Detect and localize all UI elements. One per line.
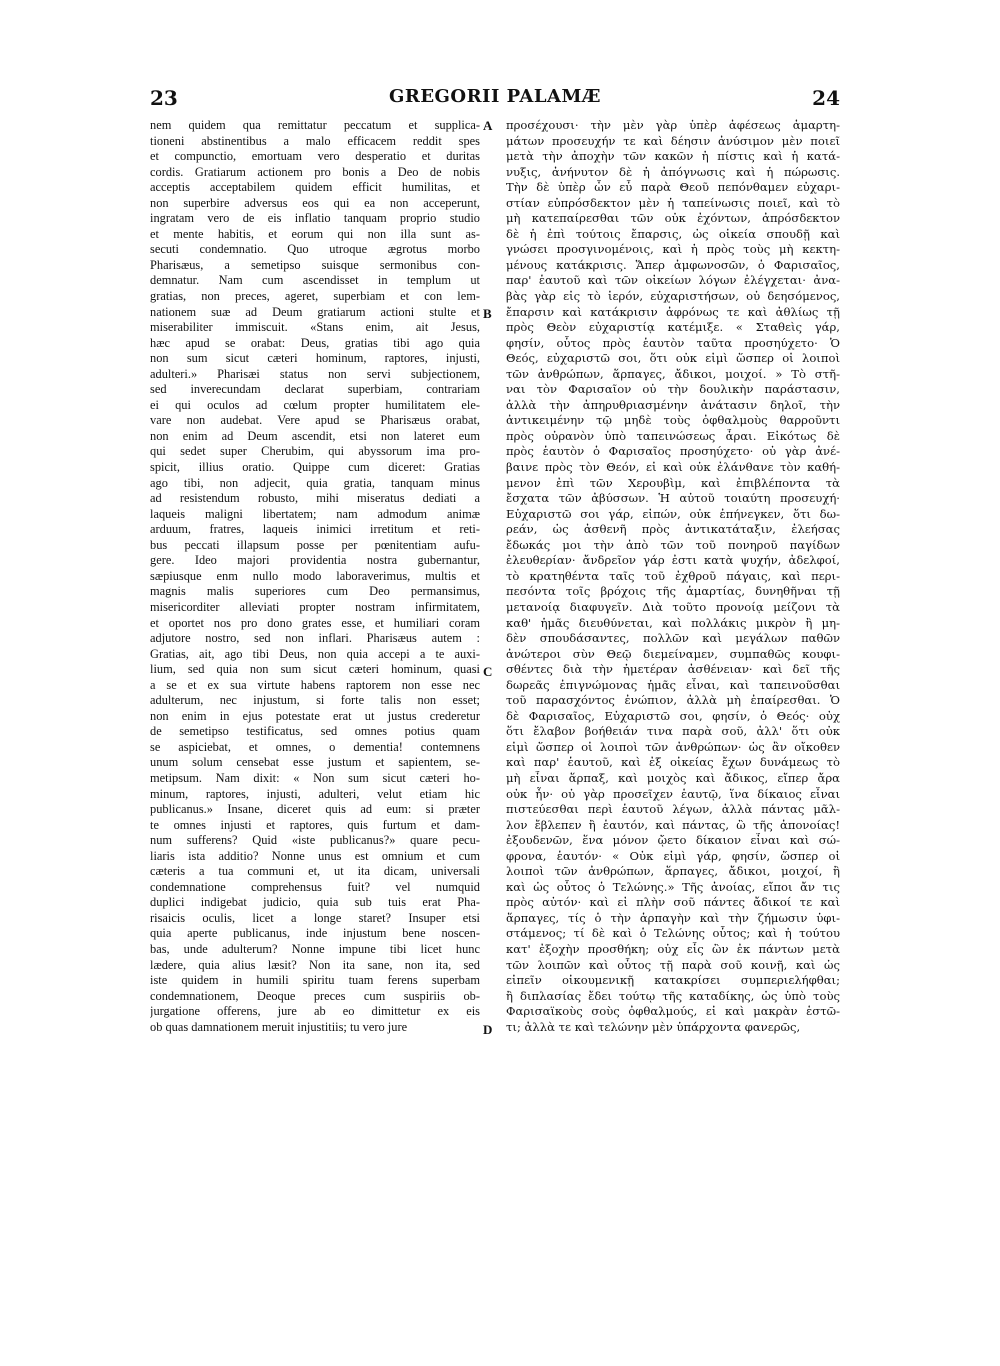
greek-text-line: ἢ διπλασίας ἔδει τούτῳ τῆς καταδίκης, ὡς ὑπὸ τοὺς — [506, 988, 840, 1003]
latin-text-line: nationem suæ ad Deum gratiarum actioni stulte et — [150, 304, 480, 319]
latin-text-line: miserabiliter immiscuit. «Stans enim, ait Jesus, — [150, 320, 480, 335]
latin-text-column — [150, 118, 480, 1035]
greek-text-line: γνώσει προσγινομένοις, καὶ ἡ πρὸς τοὺς μὴ κεκτη- — [506, 242, 840, 257]
latin-text-line: secuti condemnatio. Quo utroque ægrotus morbo — [150, 242, 480, 257]
greek-text-line: φησίν, οὗτος πρὸς ἑαυτὸν ταῦτα προσηύχετο· Ὁ — [506, 335, 840, 350]
section-marker-a: A — [483, 118, 493, 133]
greek-text-line: πεσόντα τοῖς βρόχοις τῆς ἁμαρτίας, δυνηθῆναι τῇ — [506, 584, 840, 599]
greek-text-line: τι; ἀλλὰ τε καὶ τελώνην μὲν ὑπάρχοντα φανερῶς, — [506, 1019, 801, 1034]
greek-text-column — [506, 118, 840, 1035]
greek-text-line: ἀλλὰ τὴν ἀπηρυθριασμένην ἀνάτασιν δηλοῖ, τὴν — [506, 397, 840, 412]
greek-text-line: Εὐχαριστῶ σοι γάρ, εἰπών, οὐκ ἐπήνεγκεν, ὅτι δω- — [506, 506, 840, 521]
greek-text-line: ἔδωκάς μοι τὴν ἀπὸ τῶν τοῦ πονηροῦ παγίδων — [506, 537, 840, 552]
latin-text-line: duplici indigebat judicio, quia sub tuis erat Pha- — [150, 895, 480, 910]
latin-text-line: ago tibi, non adjecit, quia gratia, tanquam minus — [150, 475, 480, 490]
latin-text-line: condemnationem, Deoque preces cum suspiriis ob- — [150, 988, 480, 1003]
latin-text-line: non sum sicut cæteri hominum, raptores, injusti, — [150, 351, 480, 366]
latin-text-line: Pharisæus, a semetipso suisque sermonibus con- — [150, 257, 480, 272]
greek-text-line: μένους κατάκρισις. Ἅπερ ἀμφωνοσῶν, ὁ Φαρισαῖος, — [506, 257, 840, 272]
latin-text-line: lædere, quia alius læsit? Non ita sane, non ita, sed — [150, 957, 480, 972]
latin-text-line: et oportet nos pro dono grates esse, et humiliari coram — [150, 615, 480, 630]
latin-text-line: publicanus.» Insane, diceret quis ad eum: si præter — [150, 802, 480, 817]
greek-text-line: στίαν εὐπρόσδεκτον μὲν ἡ ταπείνωσις ποιεῖ, καὶ τὸ — [506, 195, 840, 210]
greek-text-line: καθ' ἡμᾶς διευθύνεται, καὶ πολλάκις μικρὸν ἢ μη- — [506, 615, 840, 630]
greek-text-line: κατ' ἐξοχὴν προσθήκη; οὐχ εἷς ὢν ἐκ πάντων μετὰ — [506, 941, 840, 956]
latin-text-line: et compunctio, emortuam vero desperatio et duritas — [150, 149, 480, 164]
latin-text-line: se aspiciebat, et omnes, o dementia! contemnens — [150, 739, 480, 754]
latin-text-line: ingratam vero de eis inflatio tanquam proprio studio — [150, 211, 480, 226]
latin-text-line: bus peccati illapsum posse per pœnitentiam aufu- — [150, 537, 480, 552]
greek-text-line: δὲν σπουδάσαντες, πολλῶν καὶ μεγάλων παθῶν — [506, 631, 840, 646]
latin-text-line: sæpiusque enm nullo modo laboraverimus, multis et — [150, 568, 480, 583]
latin-text-line: te omnes injusti et raptores, quis furtum et dam- — [150, 817, 480, 832]
greek-text-line: δωρεᾶς ἐπιγνώμονας ἡμᾶς εἶναι, καὶ ταπεινοῦσθαι — [506, 677, 840, 692]
greek-text-line: Τὴν δὲ ὑπὲρ ὧν εὖ παρὰ Θεοῦ πεπόνθαμεν εὐχαρι- — [506, 180, 840, 195]
greek-text-line: πιστεύεσθαι περὶ ἑαυτοῦ λέγων, ἀλλὰ πάντας μᾶλ- — [506, 802, 840, 817]
latin-text-line: nem quidem qua remittatur peccatum et supplica- — [150, 118, 480, 132]
latin-text-line: vare non audebat. Vere apud se Pharisæus orabat, — [150, 413, 480, 428]
latin-text-line: non enim ad Deum ascendit, etsi non lateret eum — [150, 428, 480, 443]
greek-text-line: ἀντικειμένην τῷ μηδὲ τοὺς ὀφθαλμοὺς θαρροῦντι — [506, 413, 840, 428]
greek-text-line: βὰς γὰρ εἰς τὸ ἱερόν, εὐχαριστήσων, οὐ δεησόμενος, — [506, 289, 840, 304]
greek-text-line: καὶ ὡς οὗτος ὁ Τελώνης.» Τῆς ἀνοίας, εἴποι ἄν τις — [506, 879, 840, 894]
latin-text-line: demnatur. Nam cum ascendisset in templum ut — [150, 273, 480, 288]
latin-text-line: quia aperte publicanus, inde injustum bene noscen- — [150, 926, 480, 941]
latin-text-line: cordis. Gratiarum actionem pro bonis a Deo de nobis — [150, 164, 480, 179]
running-title: GREGORII PALAMÆ — [388, 86, 602, 107]
section-marker-d: D — [483, 1022, 493, 1037]
section-marker-c: C — [483, 664, 493, 679]
greek-text-line: καὶ παρ' ἑαυτοῦ, καὶ ἐξ οἰκείας ἔχων δυνάμεως τὸ — [506, 755, 840, 770]
greek-text-line: τὸ κρατηθέντα ταῖς τοῦ ἐχθροῦ πάγαις, καὶ περι- — [506, 568, 840, 583]
greek-text-line: ὅτι ἔλαβον βοήθειάν τινα παρὰ σοῦ, ἀλλ' ὅτι οὐκ — [506, 724, 840, 739]
greek-text-line: Φαρισαϊκοὺς σοὺς ὀφθαλμούς, εἰ καὶ μακρὰν ἑστῶ- — [506, 1004, 840, 1019]
greek-text-line: δὲ Φαρισαῖος, Εὐχαριστῶ σοι, φησίν, ὁ Θεός· οὐχ — [506, 708, 840, 723]
latin-text-line: de semetipso testificatus, sed omnes potius quam — [150, 724, 480, 739]
greek-text-line: τῶν ἀνθρώπων, ἅρπαγες, ἄδικοι, μοιχοί. » Τὸ στῆ- — [506, 366, 840, 381]
running-header — [150, 86, 840, 110]
latin-text-line: hæc apud se orabat: Deus, gratias tibi ago quia — [150, 335, 480, 350]
section-marker-b: B — [483, 306, 492, 321]
greek-text-line: ναι τὸν Φαρισαῖον οὐ τὴν δουλικὴν παράστασιν, — [506, 382, 840, 397]
latin-text-line: non superbire adversus eos qui ea non acceperunt, — [150, 195, 480, 210]
latin-text-line: Gratias, ait, ago tibi Deus, non quia accepi a te auxi- — [150, 646, 480, 661]
latin-text-line: gratias, non preces, ageret, superbiam et con lem- — [150, 289, 480, 304]
greek-text-line: Θεός, εὐχαριστῶ σοι, ὅτι οὐκ εἰμὶ ὥσπερ οἱ λοιποὶ — [506, 351, 840, 366]
greek-text-line: πρὸς ἑαυτὸν ὁ Φαρισαῖος προσηύχετο· οὐ γὰρ ἀνέ- — [506, 444, 840, 459]
latin-text-line: num sufferens? Quid «iste publicanus?» quare pecu- — [150, 833, 480, 848]
greek-text-line: εἰμὶ ὥσπερ οἱ λοιποὶ τῶν ἀνθρώπων· ὡς ἂν οἴκοθεν — [506, 739, 840, 754]
greek-text-line: προσέχουσι· τὴν μὲν γὰρ ὑπὲρ ἀφέσεως ἁμαρτη- — [506, 118, 840, 132]
greek-text-line: πρὸς αὐτόν· καὶ εἰ πλὴν σοῦ πάντες ἄδικοί τε καὶ — [506, 895, 840, 910]
latin-text-line: spicit, illius oratio. Quippe cum diceret: Gratias — [150, 460, 480, 475]
greek-text-line: δὲ ἡ ἐπὶ τούτοις ἔπαρσις, ὡς οἰκεία σπουδῇ καὶ — [506, 226, 840, 241]
greek-text-line: πρὸς οὐρανὸν ὑπὸ ταπεινώσεως ἆραι. Εἰκότως δὲ — [506, 428, 840, 443]
greek-text-line: τῶν λοιπῶν καὶ οὗτος τῇ παρὰ σοῦ κοινῇ, καὶ ὡς — [506, 957, 840, 972]
latin-text-line: et mente habitis, et eorum qui non illa sunt as- — [150, 226, 480, 241]
latin-text-line: non enim in ejus potestate erat ut justus crederetur — [150, 708, 480, 723]
latin-text-line: acceptis acceptabilem quidem efficit humilitas, et — [150, 180, 480, 195]
greek-text-line: τοῦ παρασχόντος ἐνώπιον, ἀλλὰ μὴ ἐπαίρεσθαι. Ὁ — [506, 693, 840, 708]
latin-text-line: jurgatione offerens, jure ab eo dimittetur ex eis — [150, 1004, 480, 1019]
latin-text-line: adulterum, nec injustum, si forte talis non esset; — [150, 693, 480, 708]
greek-text-line: μετὰ τὴν ἀποχὴν τῶν κακῶν ἡ πίστις καὶ ἡ κατά- — [506, 149, 840, 164]
latin-text-line: adjutore nostro, sed non inflari. Pharisæus autem : — [150, 631, 480, 646]
greek-text-line: νυξις, ἀνήνυτον δὲ ἡ ἀπόγνωσις καὶ ἡ πώρωσις. — [506, 164, 840, 179]
latin-text-line: lium, sed quia non sum sicut cæteri hominum, quasi — [150, 662, 480, 677]
greek-text-line: λοιποὶ τῶν ἀνθρώπων, ἅρπαγες, ἄδικοι, μοιχοί, ἢ — [506, 864, 840, 879]
greek-text-line: ἔπαρσιν καὶ κατάκρισιν ἀφρόνως τε καὶ ἀθλίως τῇ — [506, 304, 840, 319]
latin-text-line: metipsum. Nam dixit: « Non sum sicut cæteri ho- — [150, 770, 480, 785]
greek-text-line: στάμενος; τί δὲ καὶ ὁ Τελώνης οὗτος; καὶ ἡ τούτου — [506, 926, 840, 941]
greek-text-line: ἔσχατα τῶν ἀβύσσων. Ἡ αὐτοῦ τοιαύτη προσευχή· — [506, 491, 840, 506]
greek-text-line: ἐξουδενῶν, ἕνα μόνον ᾤετο δίκαιον εἶναι καὶ σώ- — [506, 833, 840, 848]
latin-text-line: gere. Ideo majori providentia nostra gubernantur, — [150, 553, 480, 568]
latin-text-line: magnis malis superiores cum Deo permansimus, — [150, 584, 480, 599]
greek-text-line: μὴ κατεπαίρεσθαι τῶν οὐκ ἐχόντων, ἀπρόσδεκτον — [506, 211, 840, 226]
latin-text-line: arduum, fratres, laqueis inimici irretitum et reti- — [150, 522, 480, 537]
right-page-number: 24 — [812, 86, 840, 110]
left-page-number: 23 — [150, 86, 178, 110]
latin-text-line: minum, raptores, injusti, adulteri, velut etiam hic — [150, 786, 480, 801]
latin-text-line: cæteris a tua communi et, ut ita dicam, universali — [150, 864, 480, 879]
greek-text-line: πρὸς Θεὸν εὐχαριστίᾳ κατέμιξε. « Σταθεὶς γάρ, — [506, 320, 840, 335]
greek-text-line: μενον ἐπὶ τῶν Χερουβὶμ, καὶ ἐπιβλέποντα τὰ — [506, 475, 840, 490]
latin-text-line: qui sedet super Cherubim, qui abyssorum ima pro- — [150, 444, 480, 459]
greek-text-line: ἀνώτεροι σὺν Θεῷ διεμείναμεν, συμπαθῶς κουφι- — [506, 646, 840, 661]
greek-text-line: οὐκ ἦν· οὐ γὰρ προσεῖχεν ἑαυτῷ, ἵνα δίκαιος εἶναι — [506, 786, 840, 801]
greek-text-line: παρ' ἑαυτοῦ καὶ τῶν οἰκείων λόγων ἐλέγχεται· ἀνα- — [506, 273, 840, 288]
latin-text-line: ob quas damnationem meruit injustitiis; tu vero jure — [150, 1019, 408, 1034]
latin-text-line: adulteri.» Pharisæi status non servi subjectionem, — [150, 366, 480, 381]
latin-text-line: tioneni abstinentibus a malo efficacem reddit spes — [150, 133, 480, 148]
latin-text-line: bas, unde adulterum? Nonne impune tibi licet hunc — [150, 941, 480, 956]
greek-text-line: βαινε πρὸς τὸν Θεόν, εἰ καὶ οὐκ ἐλάνθανε τὸν καθή- — [506, 460, 840, 475]
latin-text-line: a se et ex sua virtute habens raptorem non esse nec — [150, 677, 480, 692]
greek-text-line: μὴ εἶναι ἅρπαξ, καὶ μοιχὸς καὶ ἄδικος, εἴπερ ἄρα — [506, 770, 840, 785]
latin-text-line: misericorditer alleviati propter nostram infirmitatem, — [150, 599, 480, 614]
latin-text-line: risaicis oculis, licet a longe staret? Insuper etsi — [150, 910, 480, 925]
latin-text-line: sed inverecundam declarat superbiam, contrariam — [150, 382, 480, 397]
greek-text-line: μάτων προσευχήν τε καὶ δέησιν ἀνύσιμον μὲν ποιεῖ — [506, 133, 840, 148]
greek-text-line: ρεάν, ὡς ἀσθενῆ πρὸς ἀντικατάταξιν, ἐλεήσας — [506, 522, 840, 537]
greek-text-line: ἐλευθερίαν· ἄνδρεῖον γάρ ἐστι κατὰ ψυχήν, ἀδελφοί, — [506, 553, 840, 568]
greek-text-line: σθέντες διὰ τὴν ἡμετέραν ἀσθένειαν· καὶ δεῖ τῆς — [506, 662, 840, 677]
latin-text-line: laqueis maligni libertatem; nam admodum animæ — [150, 506, 480, 521]
greek-text-line: ἅρπαγες, τίς ὁ τὴν ἁρπαγὴν καὶ τὴν ζήμωσιν ὑφι- — [506, 910, 840, 925]
greek-text-line: εἰπεῖν οἰκουμενικῇ κατακρίσει συμπεριελήφθαι; — [506, 973, 840, 988]
greek-text-line: μετανοίᾳ διαφυγεῖν. Διὰ τοῦτο προνοίᾳ μείζονι τὰ — [506, 599, 840, 614]
greek-text-line: λον ἔβλεπεν ἢ ἑαυτόν, καὶ πάντας, ὢ τῆς ἀπονοίας! — [506, 817, 840, 832]
latin-text-line: liaris ista additio? Nonne unus est omnium et cum — [150, 848, 480, 863]
latin-text-line: unum solum censebat esse justum et sapientem, se- — [150, 755, 480, 770]
latin-text-line: iste quidem in humili spiritu tuam ferens superbam — [150, 973, 480, 988]
greek-text-line: φρονα, ἑαυτόν· « Οὐκ εἰμὶ γάρ, φησίν, ὥσπερ οἱ — [506, 848, 840, 863]
latin-text-line: ad resistendum robusto, mihi miseratus dediati a — [150, 491, 480, 506]
latin-text-line: condemnatione comprehensus fuit? vel numquid — [150, 879, 480, 894]
latin-text-line: ei qui oculos ad cœlum propter humilitatem ele- — [150, 397, 480, 412]
